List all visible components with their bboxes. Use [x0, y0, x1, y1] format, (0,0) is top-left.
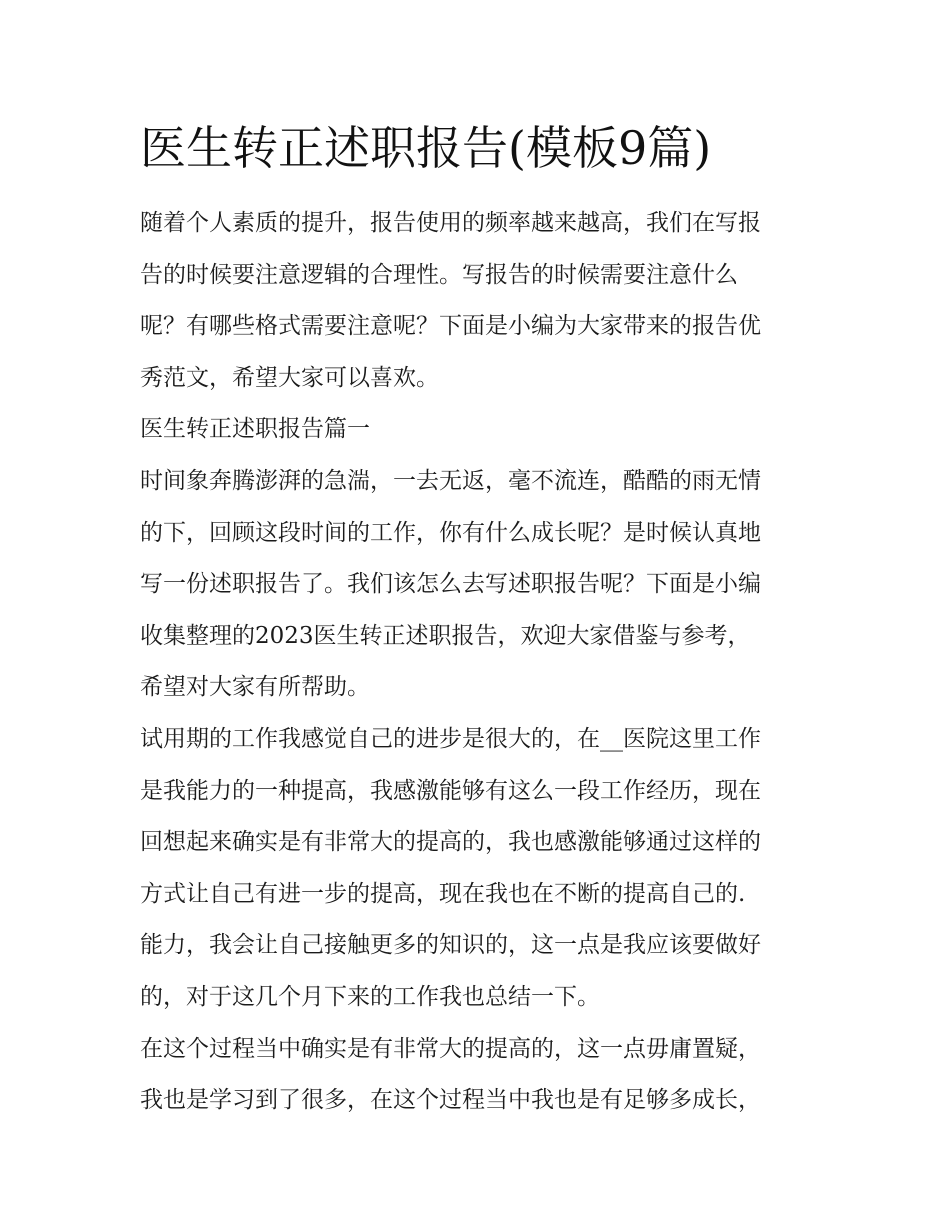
text-line: 呢？有哪些格式需要注意呢？下面是小编为大家带来的报告优 — [140, 313, 761, 340]
text-line: 写一份述职报告了。我们该怎么去写述职报告呢？下面是小编 — [140, 571, 761, 598]
text-line: 我也是学习到了很多，在这个过程当中我也是有足够多成长， — [140, 1087, 761, 1114]
text-line: 时间象奔腾澎湃的急湍，一去无返，毫不流连，酷酷的雨无情 — [140, 467, 761, 494]
text-line: 医生转正述职报告篇一 — [140, 416, 370, 443]
text-line: 在这个过程当中确实是有非常大的提高的，这一点毋庸置疑， — [140, 1035, 761, 1062]
text-line: 告的时候要注意逻辑的合理性。写报告的时候需要注意什么 — [140, 261, 738, 288]
document-body — [140, 198, 820, 1127]
text-line: 希望对大家有所帮助。 — [140, 674, 370, 701]
text-line: 能力，我会让自己接触更多的知识的，这一点是我应该要做好 — [140, 932, 761, 959]
text-line: 的，对于这几个月下来的工作我也总结一下。 — [140, 983, 600, 1010]
text-line: 方式让自己有进一步的提高，现在我也在不断的提高自己的. — [140, 880, 746, 907]
paragraph-probation — [140, 714, 820, 1024]
document-title: 医生转正述职报告(模板9篇) — [140, 121, 712, 175]
paragraph-preface — [140, 456, 820, 714]
paragraph-intro — [140, 198, 820, 404]
text-line: 试用期的工作我感觉自己的进步是很大的，在__医院这里工作 — [140, 725, 761, 752]
text-line: 秀范文，希望大家可以喜欢。 — [140, 364, 439, 391]
section-heading — [140, 404, 820, 456]
text-line: 是我能力的一种提高，我感激能够有这么一段工作经历，现在 — [140, 777, 761, 804]
paragraph-growth — [140, 1024, 820, 1127]
text-line: 的下，回顾这段时间的工作，你有什么成长呢？是时候认真地 — [140, 519, 761, 546]
text-line: 随着个人素质的提升，报告使用的频率越来越高，我们在写报 — [140, 210, 761, 236]
text-line: 收集整理的2023医生转正述职报告，欢迎大家借鉴与参考， — [140, 622, 751, 649]
text-line: 回想起来确实是有非常大的提高的，我也感激能够通过这样的 — [140, 829, 761, 856]
